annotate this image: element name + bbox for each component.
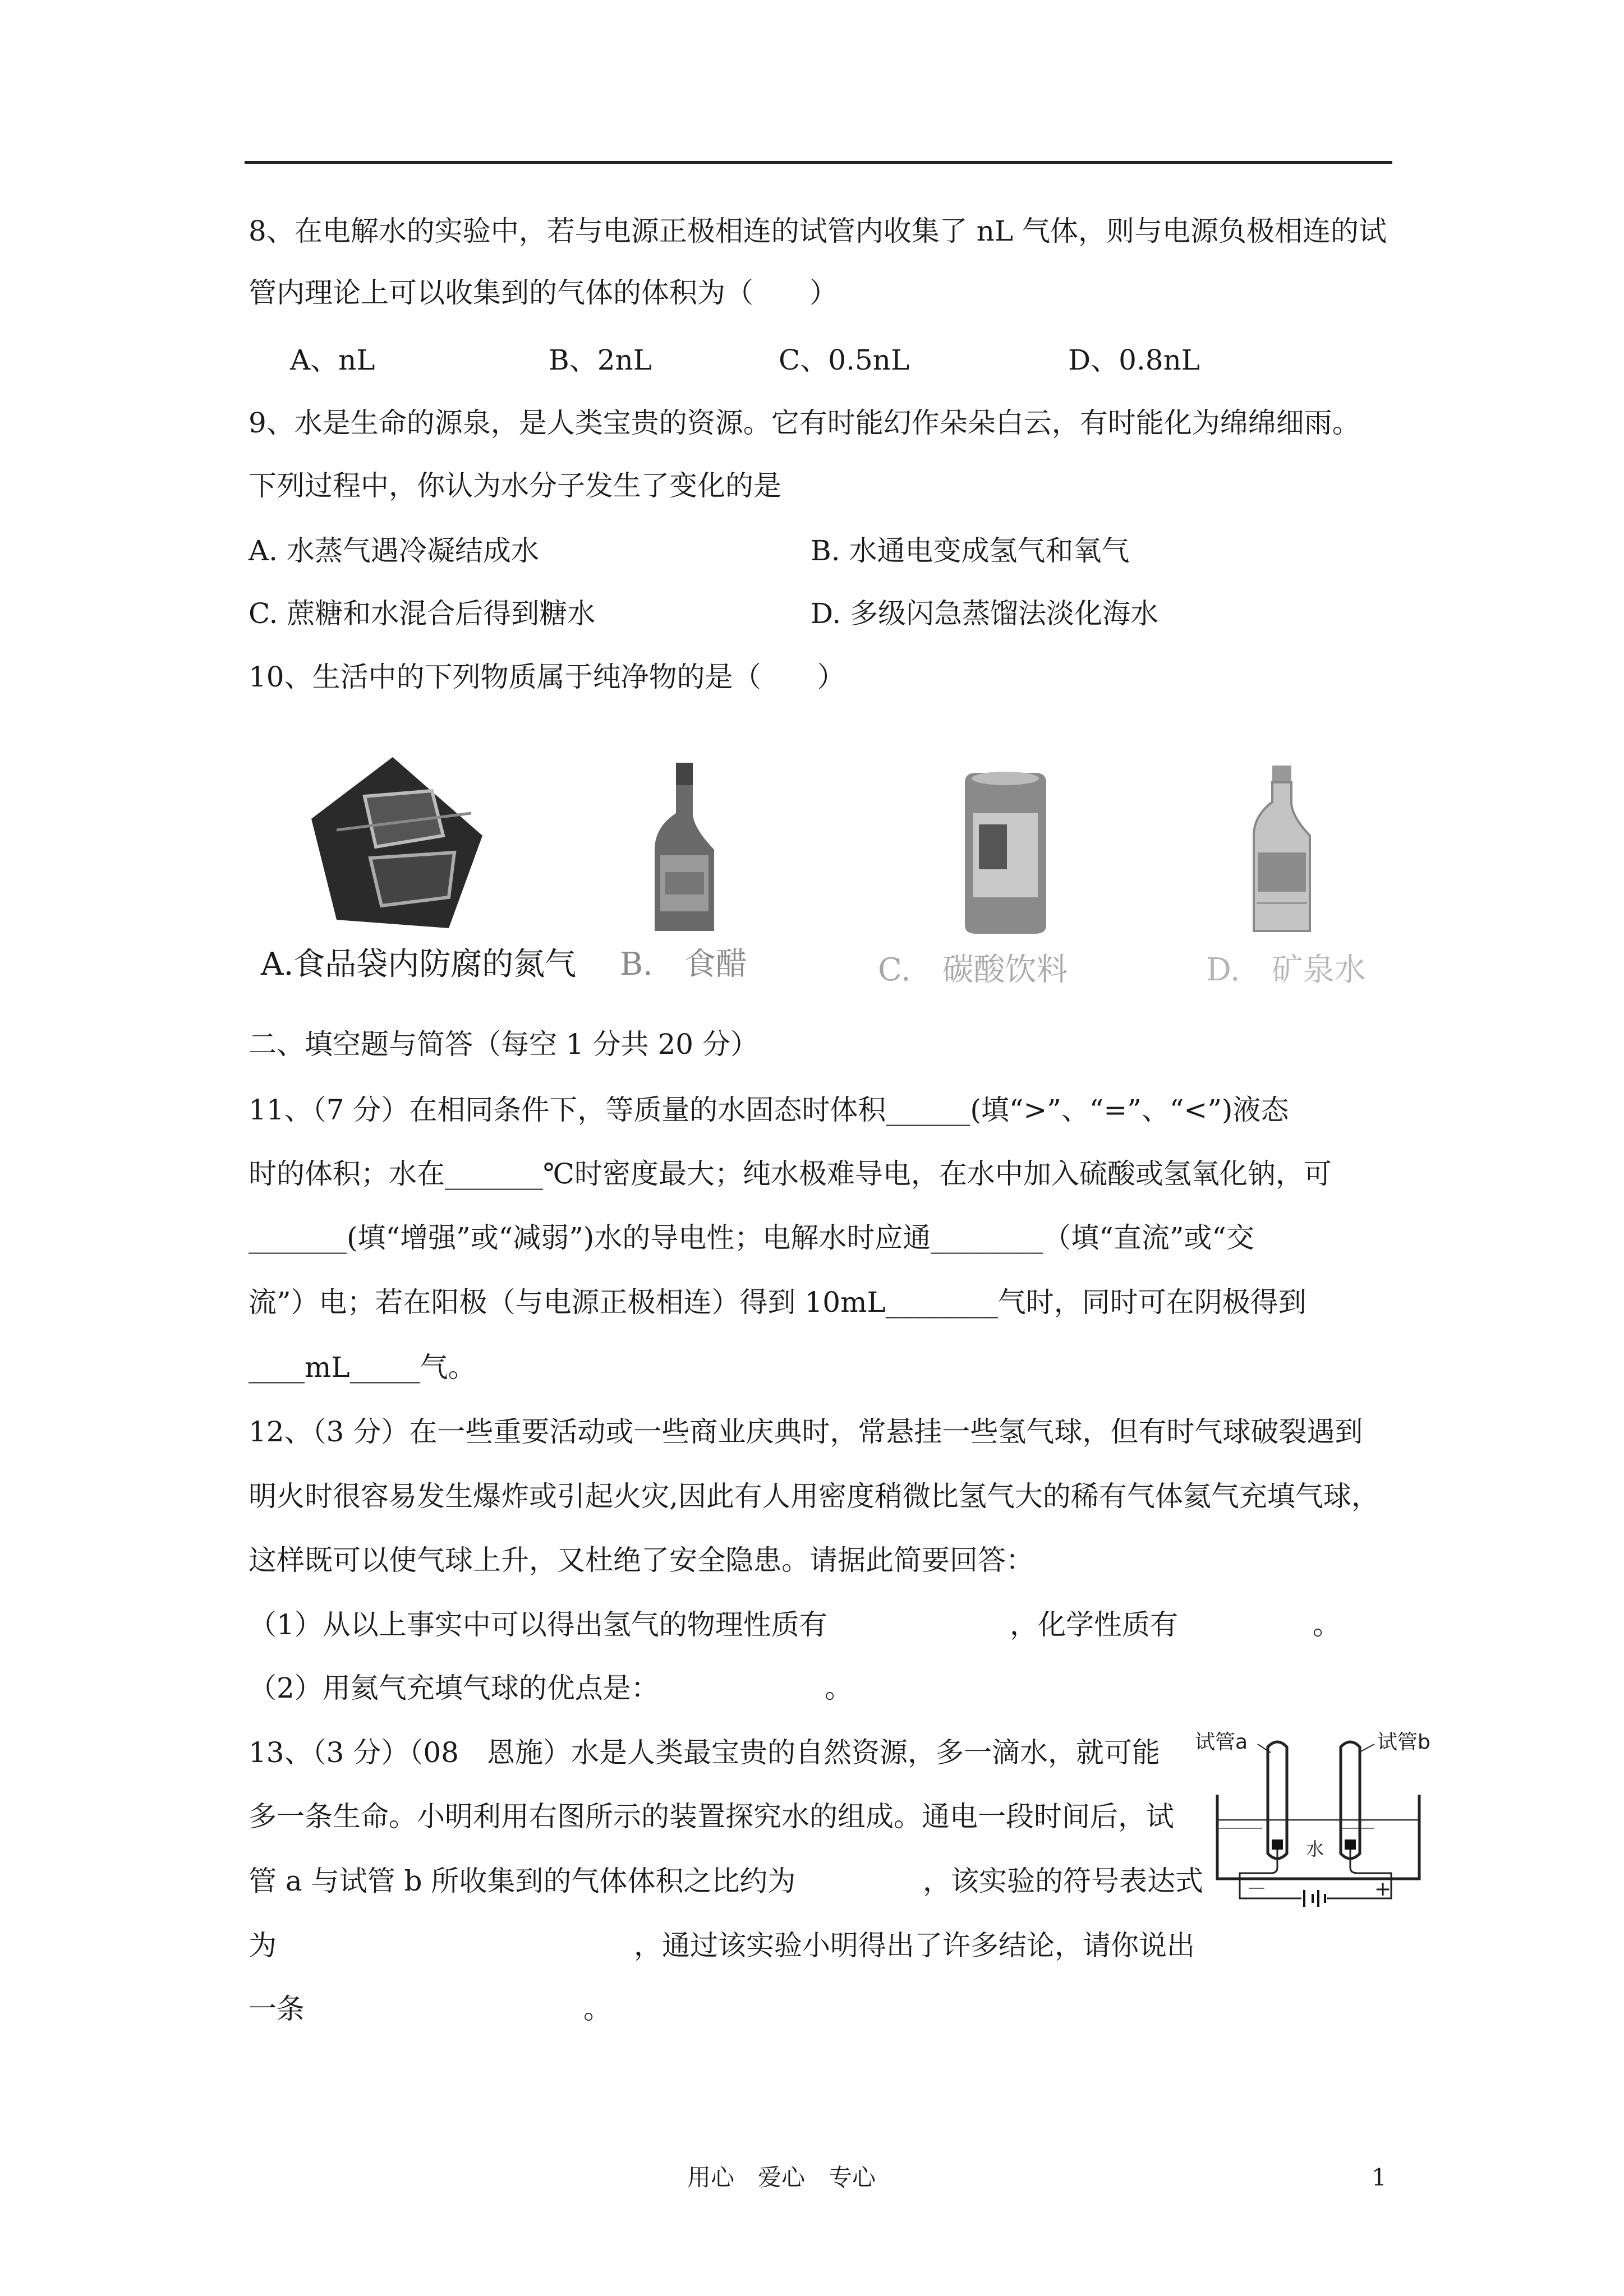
q12-line1: 12、（3 分）在一些重要活动或一些商业庆典时，常悬挂一些氢气球，但有时气球破裂遇到 bbox=[249, 1416, 1363, 1448]
q10-line1: 10、生活中的下列物质属于纯净物的是（ ） bbox=[249, 661, 845, 693]
q8-line1: 8、在电解水的实验中，若与电源正极相连的试管内收集了 nL 气体，则与电源负极相连的试 bbox=[249, 215, 1387, 247]
q12-sub1-text: （1）从以上事实中可以得出氢气的物理性质有 bbox=[249, 1608, 827, 1641]
q8-line2: 管内理论上可以收集到的气体的体积为（ ） bbox=[249, 276, 838, 309]
q13-line5-start: 一条 bbox=[249, 1993, 305, 2025]
q10-caption-d: D. 矿泉水 bbox=[1206, 952, 1366, 988]
page-number: 1 bbox=[1372, 2164, 1387, 2191]
q9-line2: 下列过程中，你认为水分子发生了变化的是 bbox=[249, 469, 781, 502]
q8-option-d: D、0.8nL bbox=[1068, 344, 1200, 376]
q12-sub2-end: 。 bbox=[825, 1672, 853, 1704]
q8-option-c: C、0.5nL bbox=[779, 344, 910, 376]
tube-b-label: 试管b bbox=[1377, 1731, 1430, 1754]
q13-line5-end: 。 bbox=[583, 1993, 611, 2025]
electrolysis-diagram bbox=[1195, 1730, 1430, 1915]
q9-option-b: B. 水通电变成氢气和氧气 bbox=[811, 534, 1130, 567]
soda-can-image bbox=[956, 768, 1055, 937]
footer-motto: 用心 爱心 专心 bbox=[687, 2164, 876, 2191]
q12-sub1-chem: ，化学性质有 bbox=[1010, 1608, 1178, 1641]
minus-terminal-label: － bbox=[1246, 1878, 1267, 1901]
header-rule bbox=[245, 161, 1392, 164]
q9-option-c: C. 蔗糖和水混合后得到糖水 bbox=[249, 597, 596, 630]
water-label: 水 bbox=[1306, 1838, 1324, 1860]
q13-line4-end: ，通过该实验小明得出了许多结论，请你说出 bbox=[634, 1929, 1195, 1962]
q11-line5: ____mL_____气。 bbox=[249, 1351, 476, 1384]
q10-caption-c: C. 碳酸饮料 bbox=[878, 952, 1068, 988]
q12-line3: 这样既可以使气球上升，又杜绝了安全隐患。请据此简要回答： bbox=[249, 1544, 1034, 1576]
tube-a-label: 试管a bbox=[1195, 1731, 1248, 1754]
q13-line2: 多一条生命。小明利用右图所示的装置探究水的组成。通电一段时间后，试 bbox=[249, 1800, 1174, 1833]
electrolysis-apparatus-icon bbox=[1206, 1730, 1430, 1915]
q9-line1: 9、水是生命的源泉，是人类宝贵的资源。它有时能幻作朵朵白云，有时能化为绵绵细雨。 bbox=[249, 407, 1360, 439]
q11-line1: 11、（7 分）在相同条件下，等质量的水固态时体积______(填“>”、“=”、“<”)液态 bbox=[249, 1094, 1289, 1126]
nitrogen-bag-image bbox=[303, 751, 494, 937]
q13-line3-end: ，该实验的符号表达式 bbox=[923, 1865, 1203, 1897]
q11-line3: _______(填“增强”或“减弱”)水的导电性；电解水时应通________（填“直流”或“交 bbox=[249, 1221, 1254, 1254]
section2-title: 二、填空题与简答（每空 1 分共 20 分） bbox=[249, 1028, 759, 1061]
vinegar-bottle-image bbox=[648, 760, 721, 934]
q13-line4-start: 为 bbox=[249, 1929, 277, 1962]
q10-caption-b: B. 食醋 bbox=[620, 946, 747, 983]
mineral-water-bottle-image bbox=[1245, 763, 1318, 937]
q11-line2: 时的体积；水在_______℃时密度最大；纯水极难导电，在水中加入硫酸或氢氧化钠，可 bbox=[249, 1158, 1332, 1190]
q11-line4: 流”）电；若在阳极（与电源正极相连）得到 10mL________气时，同时可在阴极得到 bbox=[249, 1286, 1306, 1318]
q13-line1: 13、（3 分）（08 恩施）水是人类最宝贵的自然资源，多一滴水，就可能 bbox=[249, 1736, 1160, 1769]
q8-option-b: B、2nL bbox=[549, 344, 652, 376]
q9-option-a: A. 水蒸气遇冷凝结成水 bbox=[249, 534, 539, 567]
q13-line3-text: 管 a 与试管 b 所收集到的气体体积之比约为 bbox=[249, 1865, 796, 1897]
q9-option-d: D. 多级闪急蒸馏法淡化海水 bbox=[811, 597, 1159, 630]
q12-line2: 明火时很容易发生爆炸或引起火灾,因此有人用密度稍微比氢气大的稀有气体氦气充填气球， bbox=[249, 1480, 1379, 1513]
q10-caption-a: A.食品袋内防腐的氮气 bbox=[261, 946, 577, 983]
q12-sub1-end: 。 bbox=[1313, 1608, 1341, 1641]
plus-terminal-label: + bbox=[1374, 1878, 1392, 1901]
q12-sub2-text: （2）用氦气充填气球的优点是： bbox=[249, 1672, 659, 1704]
q8-option-a: A、nL bbox=[290, 344, 375, 376]
